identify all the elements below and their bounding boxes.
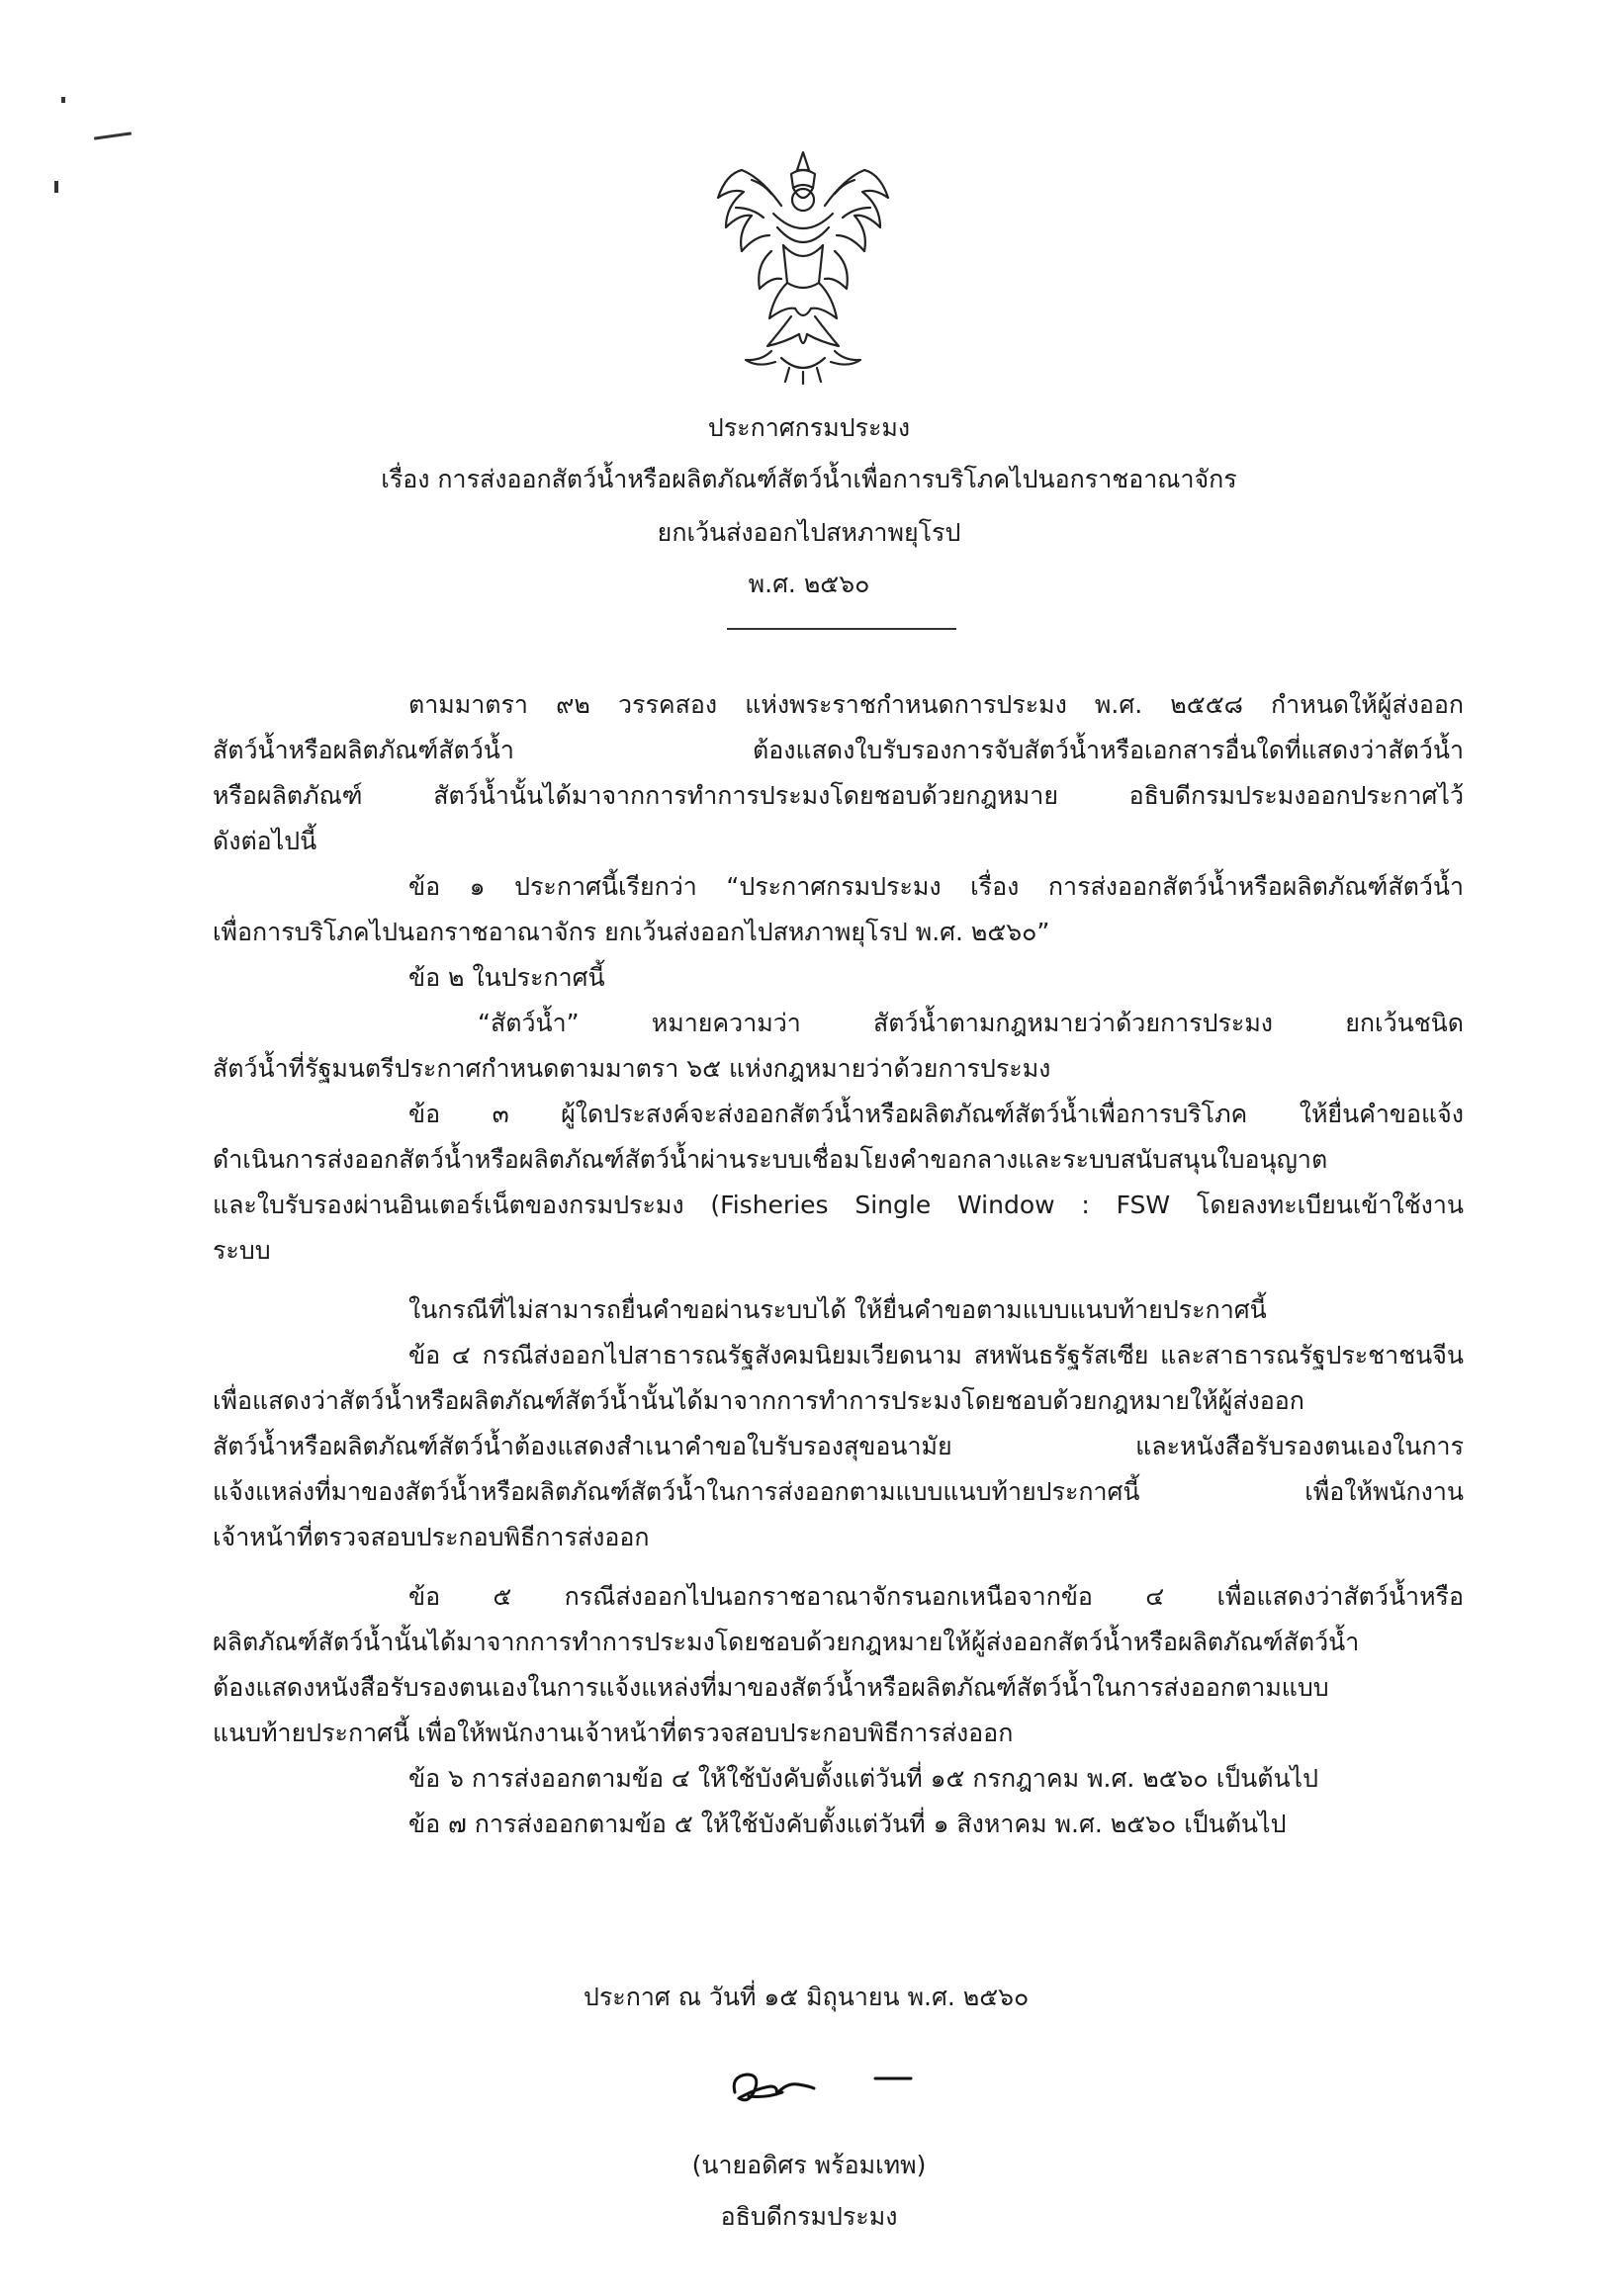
announcement-body (213, 682, 1464, 1847)
clause-5-line: แนบท้ายประกาศนี้ เพื่อให้พนักงานเจ้าหน้าที่ตรวจสอบประกอบพิธีการส่งออก (213, 1719, 1014, 1747)
announcement-subject: เรื่อง การส่งออกสัตว์น้ำหรือผลิตภัณฑ์สัตว์น้ำเพื่อการบริโภคไปนอกราชอาณาจักร (381, 465, 1237, 493)
preamble-line: ตามมาตรา ๙๒ วรรคสอง แห่งพระราชกำหนดการประมง พ.ศ. ๒๕๕๘ กำหนดให้ผู้ส่งออก (408, 690, 1464, 719)
clause-2: ข้อ ๒ ในประกาศนี้ (408, 963, 605, 992)
clause-5-line: ผลิตภัณฑ์สัตว์น้ำนั้นได้มาจากการทำการประมงโดยชอบด้วยกฎหมายให้ผู้ส่งออกสัตว์น้ำหรือผลิตภัณฑ์สัตว์น้ำ (213, 1628, 1360, 1656)
clause-4-line: สัตว์น้ำหรือผลิตภัณฑ์สัตว์น้ำต้องแสดงสำเนาคำขอใบรับรองสุขอนามัย และหนังสือรับรองตนเองในการ (213, 1432, 1464, 1460)
clause-5-line: ต้องแสดงหนังสือรับรองตนเองในการแจ้งแหล่งที่มาของสัตว์น้ำหรือผลิตภัณฑ์สัตว์น้ำในการส่งออกตามแบบ (213, 1673, 1329, 1702)
clause-5-line: ข้อ ๕ กรณีส่งออกไปนอกราชอาณาจักรนอกเหนือจากข้อ ๔ เพื่อแสดงว่าสัตว์น้ำหรือ (408, 1582, 1464, 1611)
clause-4-line: เพื่อแสดงว่าสัตว์น้ำหรือผลิตภัณฑ์สัตว์น้ำนั้นได้มาจากการทำการประมงโดยชอบด้วยกฎหมายให้ผู้ส่งออก (213, 1386, 1304, 1415)
preamble-line: ดังต่อไปนี้ (213, 827, 317, 855)
clause-6: ข้อ ๖ การส่งออกตามข้อ ๔ ให้ใช้บังคับตั้งแต่วันที่ ๑๕ กรกฎาคม พ.ศ. ๒๕๖๐ เป็นต้นไป (408, 1764, 1318, 1793)
announcement-year: พ.ศ. ๒๕๖๐ (748, 570, 870, 598)
definition-line: สัตว์น้ำที่รัฐมนตรีประกาศกำหนดตามมาตรา ๖๕ แห่งกฎหมายว่าด้วยการประมง (213, 1054, 1051, 1083)
clause-1-line: ข้อ ๑ ประกาศนี้เรียกว่า “ประกาศกรมประมง เรื่อง การส่งออกสัตว์น้ำหรือผลิตภัณฑ์สัตว์น้ำ (408, 872, 1464, 901)
preamble-line: สัตว์น้ำหรือผลิตภัณฑ์สัตว์น้ำ ต้องแสดงใบรับรองการจับสัตว์น้ำหรือเอกสารอื่นใดที่แสดงว่าสัตว์น้ำ (213, 736, 1464, 764)
scan-mark (61, 97, 65, 103)
clause-1-line: เพื่อการบริโภคไปนอกราชอาณาจักร ยกเว้นส่งออกไปสหภาพยุโรป พ.ศ. ๒๕๖๐” (213, 918, 1050, 946)
clause-7: ข้อ ๗ การส่งออกตามข้อ ๕ ให้ใช้บังคับตั้งแต่วันที่ ๑ สิงหาคม พ.ศ. ๒๕๖๐ เป็นต้นไป (408, 1810, 1287, 1838)
signature-mark (727, 2059, 925, 2118)
announcement-subject-cont: ยกเว้นส่งออกไปสหภาพยุโรป (657, 518, 961, 547)
scan-mark (54, 181, 58, 193)
preamble-line: หรือผลิตภัณฑ์ สัตว์น้ำนั้นได้มาจากการทำการประมงโดยชอบด้วยกฎหมาย อธิบดีกรมประมงออกประกาศไว้ (213, 781, 1464, 810)
clause-3-line: ระบบ (213, 1236, 271, 1265)
clause-4-line: ข้อ ๔ กรณีส่งออกไปสาธารณรัฐสังคมนิยมเวียดนาม สหพันธรัฐรัสเซีย และสาธารณรัฐประชาชนจีน (408, 1341, 1464, 1369)
scan-mark (94, 132, 132, 139)
clause-3-note: ในกรณีที่ไม่สามารถยื่นคำขอผ่านระบบได้ ให้ยื่นคำขอตามแบบแนบท้ายประกาศนี้ (408, 1295, 1267, 1324)
signer-title: อธิบดีกรมประมง (720, 2202, 898, 2231)
announcement-date: ประกาศ ณ วันที่ ๑๕ มิถุนายน พ.ศ. ๒๕๖๐ (584, 1983, 1030, 2011)
garuda-emblem-icon (712, 148, 895, 386)
clause-3-line: และใบรับรองผ่านอินเตอร์เน็ตของกรมประมง (Fisheries Single Window : FSW โดยลงทะเบียนเข้าใช้งาน (213, 1191, 1464, 1219)
announcement-title: ประกาศกรมประมง (707, 413, 911, 442)
clause-4-line: แจ้งแหล่งที่มาของสัตว์น้ำหรือผลิตภัณฑ์สัตว์น้ำในการส่งออกตามแบบแนบท้ายประกาศนี้ เพื่อให้พนักงาน (213, 1477, 1464, 1506)
definition-line: “สัตว์น้ำ” หมายความว่า สัตว์น้ำตามกฎหมายว่าด้วยการประมง ยกเว้นชนิด (478, 1009, 1464, 1037)
signer-name: (นายอดิศร พร้อมเทพ) (691, 2151, 927, 2179)
header-divider (727, 628, 956, 630)
clause-3-line: ข้อ ๓ ผู้ใดประสงค์จะส่งออกสัตว์น้ำหรือผลิตภัณฑ์สัตว์น้ำเพื่อการบริโภค ให้ยื่นคำขอแจ้ง (408, 1100, 1464, 1128)
clause-4-line: เจ้าหน้าที่ตรวจสอบประกอบพิธีการส่งออก (213, 1523, 650, 1551)
clause-3-line: ดำเนินการส่งออกสัตว์น้ำหรือผลิตภัณฑ์สัตว์น้ำผ่านระบบเชื่อมโยงคำขอกลางและระบบสนับสนุนใบอนุญาต (213, 1145, 1328, 1174)
